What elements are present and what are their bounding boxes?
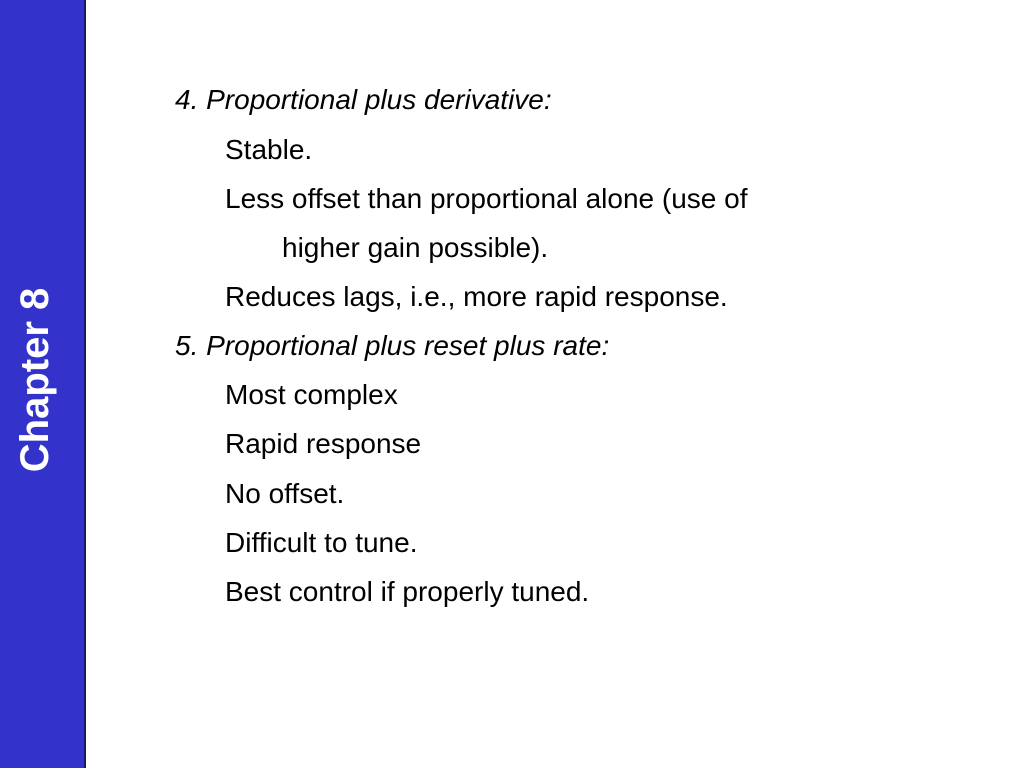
section-5-item-most-complex: Most complex — [225, 379, 398, 410]
section-5-item-rapid-response: Rapid response — [225, 428, 422, 459]
section-4-item-stable: Stable. — [225, 134, 313, 165]
chapter-label: Chapter 8 — [13, 287, 57, 473]
section-5-heading: 5. Proportional plus reset plus rate: — [175, 330, 610, 361]
section-4-item-less-offset: Less offset than proportional alone (use of — [225, 183, 748, 214]
section-5-item-no-offset: No offset. — [225, 478, 345, 509]
section-4-heading: 4. Proportional plus derivative: — [175, 84, 552, 115]
section-4-item-less-offset-continued: higher gain possible). — [282, 232, 549, 263]
section-5-item-difficult-to-tune: Difficult to tune. — [225, 527, 418, 558]
section-5-item-best-control: Best control if properly tuned. — [225, 576, 590, 607]
section-4-item-reduces-lags: Reduces lags, i.e., more rapid response. — [225, 281, 728, 312]
